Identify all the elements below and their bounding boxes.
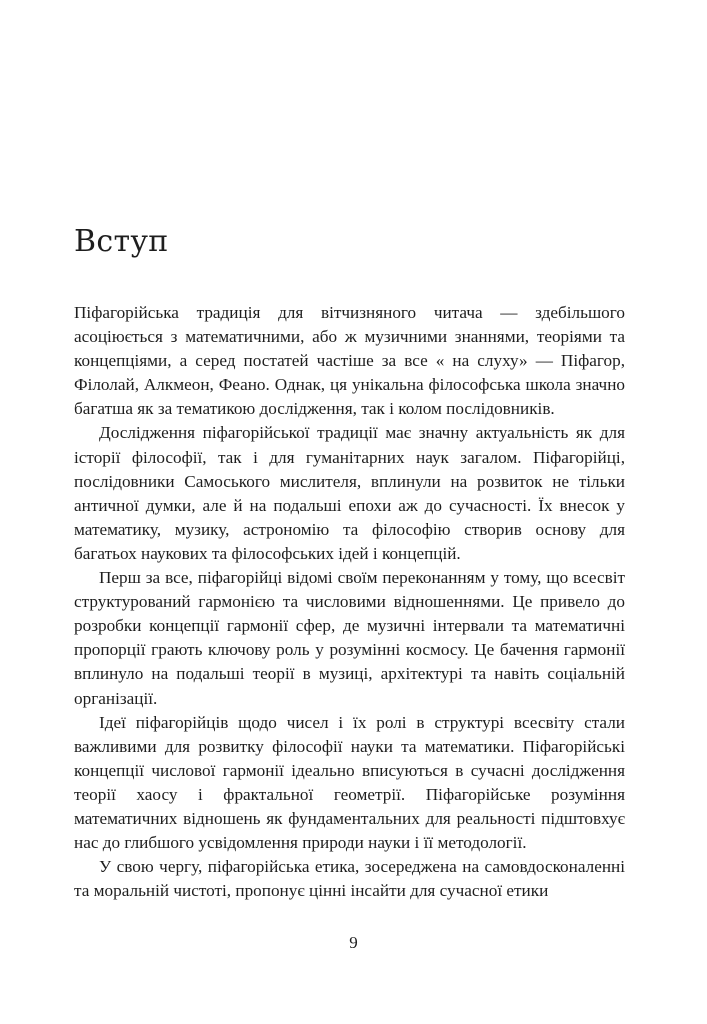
paragraph: Перш за все, піфагорійці відомі своїм переконанням у тому, що всесвіт структурований гармонією та числовими відношеннями. Це привело до розробки концепції гармонії сфер, де музичні інтервали та математичні пропорції грають ключову роль у розумінні космосу. Це бачення гармонії вплинуло на подальші теорії в музиці, архітектурі та навіть соціальній організації.: [74, 568, 625, 708]
chapter-title: Вступ: [74, 224, 169, 259]
paragraph: Дослідження піфагорійської традиції має значну актуальність як для історії філософії, так і для гуманітарних наук загалом. Піфагорійці, послідовники Самоського мислителя, вплинули на розвиток не тільки античної думки, але й на подальші епохи аж до сучасності. Їх внесок у математику, музику, астрономію та філософію створив основу для багатьох наукових та філософських ідей і концепцій.: [74, 423, 625, 563]
body-text: [74, 301, 625, 903]
paragraph: У свою чергу, піфагорійська етика, зосереджена на самовдосконаленні та моральній чистоті, пропонує цінні інсайти для сучасної етики: [74, 857, 625, 901]
page-number: 9: [349, 933, 358, 952]
paragraph: Піфагорійська традиція для вітчизняного читача — здебільшого асоціюється з математичними, або ж музичними знаннями, теоріями та концепціями, а серед постатей частіше за все « на слуху» — Піфагор, Філолай, Алкмеон, Феано. Однак, ця унікальна філософська школа значно багатша як за тематикою дослідження, так і колом послідовників.: [74, 303, 625, 419]
paragraph: Ідеї піфагорійців щодо чисел і їх ролі в структурі всесвіту стали важливими для розвитку філософії науки та математики. Піфагорійські концепції числової гармонії ідеально вписуються в сучасні дослідження теорії хаосу і фрактальної геометрії. Піфагорійське розуміння математичних відношень як фундаментальних для реальності підштовхує нас до глибшого усвідомлення природи науки і її методології.: [74, 712, 625, 853]
